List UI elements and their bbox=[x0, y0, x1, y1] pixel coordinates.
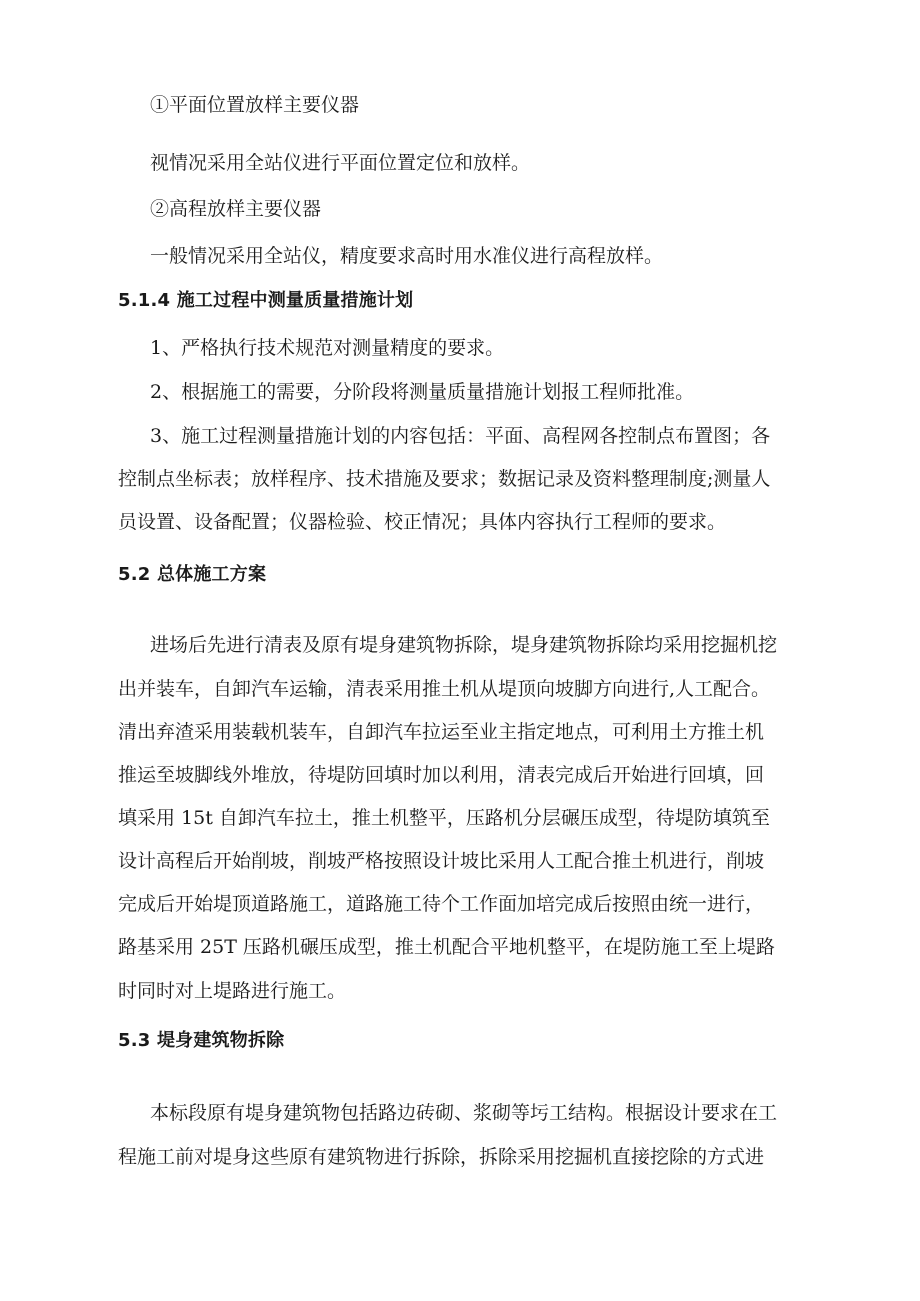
item1-title: ①平面位置放样主要仪器 bbox=[150, 94, 360, 116]
section-52-line: 出并装车，自卸汽车运输，清表采用推土机从堤顶向坡脚方向进行,人工配合。 bbox=[118, 678, 771, 700]
section-514-item-2: 2、根据施工的需要，分阶段将测量质量措施计划报工程师批准。 bbox=[150, 381, 695, 403]
section-52-line: 设计高程后开始削坡，削坡严格按照设计坡比采用人工配合推土机进行，削坡 bbox=[118, 850, 765, 872]
section-52-line: 时同时对上堤路进行施工。 bbox=[118, 980, 347, 1002]
item2-text: 一般情况采用全站仪，精度要求高时用水准仪进行高程放样。 bbox=[150, 245, 664, 267]
section-514-item-3-line: 3、施工过程测量措施计划的内容包括：平面、高程网各控制点布置图；各 bbox=[150, 425, 771, 447]
item2-title: ②高程放样主要仪器 bbox=[150, 198, 322, 220]
section-52-line: 路基采用 25T 压路机碾压成型，推土机配合平地机整平，在堤防施工至上堤路 bbox=[118, 936, 775, 958]
section-52-line: 完成后开始堤顶道路施工，道路施工待个工作面加培完成后按照由统一进行， bbox=[118, 893, 765, 915]
section-53-heading: 5.3 堤身建筑物拆除 bbox=[118, 1030, 285, 1051]
section-52-line: 清出弃渣采用装载机装车，自卸汽车拉运至业主指定地点，可利用土方推土机 bbox=[118, 721, 765, 743]
section-52-line: 填采用 15t 自卸汽车拉土，推土机整平，压路机分层碾压成型，待堤防填筑至 bbox=[118, 807, 770, 829]
section-53-line: 本标段原有堤身建筑物包括路边砖砌、浆砌等圬工结构。根据设计要求在工 bbox=[150, 1102, 778, 1124]
section-53-line: 程施工前对堤身这些原有建筑物进行拆除，拆除采用挖掘机直接挖除的方式进 bbox=[118, 1146, 765, 1168]
item1-text: 视情况采用全站仪进行平面位置定位和放样。 bbox=[150, 152, 531, 174]
section-52-line: 进场后先进行清表及原有堤身建筑物拆除，堤身建筑物拆除均采用挖掘机挖 bbox=[150, 634, 778, 656]
section-52-heading: 5.2 总体施工方案 bbox=[118, 564, 267, 585]
section-514-heading: 5.1.4 施工过程中测量质量措施计划 bbox=[118, 290, 414, 311]
section-514-item-1: 1、严格执行技术规范对测量精度的要求。 bbox=[150, 337, 505, 359]
section-514-item-3-line: 员设置、设备配置；仪器检验、校正情况；具体内容执行工程师的要求。 bbox=[118, 511, 727, 533]
section-52-line: 推运至坡脚线外堆放，待堤防回填时加以利用，清表完成后开始进行回填，回 bbox=[118, 764, 765, 786]
section-514-item-3-line: 控制点坐标表；放样程序、技术措施及要求；数据记录及资料整理制度;测量人 bbox=[118, 468, 771, 490]
